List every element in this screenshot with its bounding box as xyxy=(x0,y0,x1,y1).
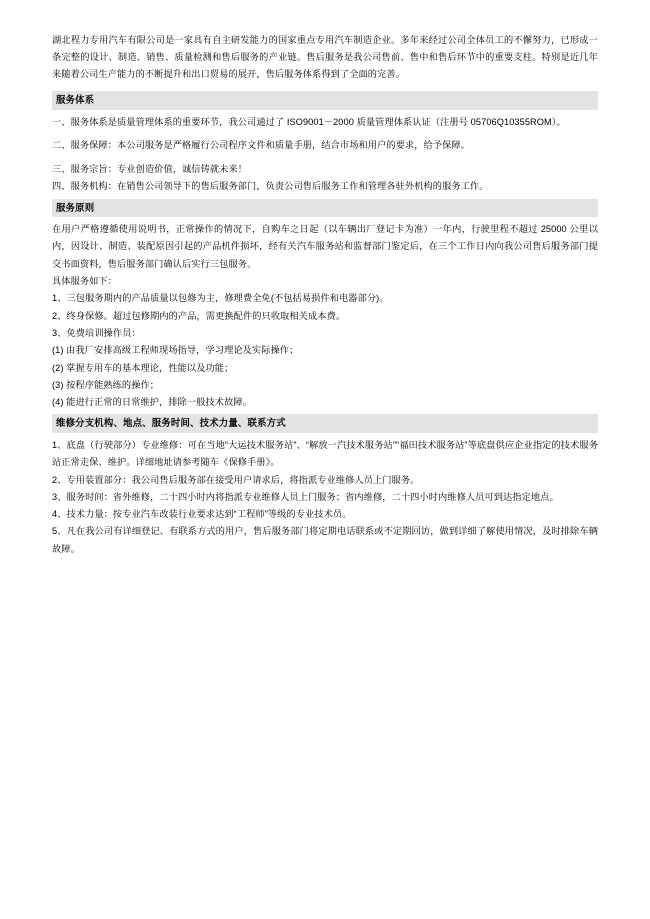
paragraph: 2、专用装置部分：我公司售后服务部在接受用户请求后，将指派专业维修人员上门服务。 xyxy=(52,474,420,485)
paragraph: 一、服务体系是质量管理体系的重要环节，我公司通过了 ISO9001－2000 质量管理体系认证（注册号 05706Q10355ROM）。 xyxy=(52,116,566,127)
paragraph: (1) 由我厂安排高级工程师现场指导，学习理论及实际操作； xyxy=(52,345,299,356)
section-body-service-system xyxy=(52,114,598,196)
paragraph: 4、技术力量：按专业汽车改装行业要求达到“工程师”等级的专业技术员。 xyxy=(52,509,352,520)
paragraph: 3、服务时间：省外维修，二十四小时内将指派专业维修人员上门服务；省内维修，二十四小时内维修人员可到达指定地点。 xyxy=(52,491,559,502)
intro-paragraph: 湖北程力专用汽车有限公司是一家具有自主研发能力的国家重点专用汽车制造企业。多年来经过公司全体员工的不懈努力，已形成一条完整的设计、制造、销售、质量检测和售后服务的产业链。售后服务是我公司售前、售中和售后环节中的重要支柱。特别是近几年来随着公司生产能力的不断提升和出口贸易的展开，售后服务体系得到了全面的完善。 xyxy=(52,35,598,80)
paragraph: (2) 掌握专用车的基本理论，性能以及功能； xyxy=(52,362,234,373)
paragraph: 四、服务机构：在销售公司领导下的售后服务部门，负责公司售后服务工作和管理各驻外机构的服务工作。 xyxy=(52,181,489,192)
paragraph: 在用户严格遵循使用说明书，正常操作的情况下，自购车之日起（以车辆出厂登记卡为准）一年内，行驶里程不超过 25000 公里以内，因设计、制造、装配原因引起的产品机件损坏，经有关汽车服务站和监督部门鉴定后，在三个工作日内向我公司售后服务部门提交书面资料，售后服务部门确认后实行三包服务。 xyxy=(52,224,598,269)
paragraph: 具体服务如下： xyxy=(52,276,118,287)
paragraph: 二、服务保障：本公司服务是严格履行公司程序文件和质量手册，结合市场和用户的要求，给予保障。 xyxy=(52,140,470,151)
paragraph: 1、底盘（行驶部分）专业维修：可在当地“大运技术服务站”、“解放一汽技术服务站”“福田技术服务站”等底盘供应企业指定的技术服务站正常走保、维护。详细地址请参考随车《保修手册》。 xyxy=(52,439,598,468)
paragraph: (3) 按程序能熟练的操作； xyxy=(52,379,160,390)
paragraph: 2、终身保修。超过包修期内的产品，需更换配件的只收取相关成本费。 xyxy=(52,310,346,321)
paragraph: 三、服务宗旨：专业创造价值，诚信铸就未来！ xyxy=(52,163,248,174)
section-heading-service-principles: 服务原则 xyxy=(52,199,598,218)
section-body-service-principles xyxy=(52,221,598,411)
paragraph: (4) 能进行正常的日常维护，排除一般技术故障。 xyxy=(52,397,252,408)
paragraph: 1、三包服务期内的产品质量以包修为主，修理费全免(不包括易损件和电器部分)。 xyxy=(52,293,389,304)
paragraph: 5、凡在我公司有详细登记、有联系方式的用户，售后服务部门将定期电话联系或不定期回访，做到详细了解使用情况，及时排除车辆故障。 xyxy=(52,526,598,554)
section-body-service-network xyxy=(52,437,598,558)
paragraph: 3、免费培训操作员： xyxy=(52,327,141,338)
section-heading-service-system: 服务体系 xyxy=(52,91,598,110)
section-heading-service-network: 维修分支机构、地点、服务时间、技术力量、联系方式 xyxy=(52,414,598,433)
